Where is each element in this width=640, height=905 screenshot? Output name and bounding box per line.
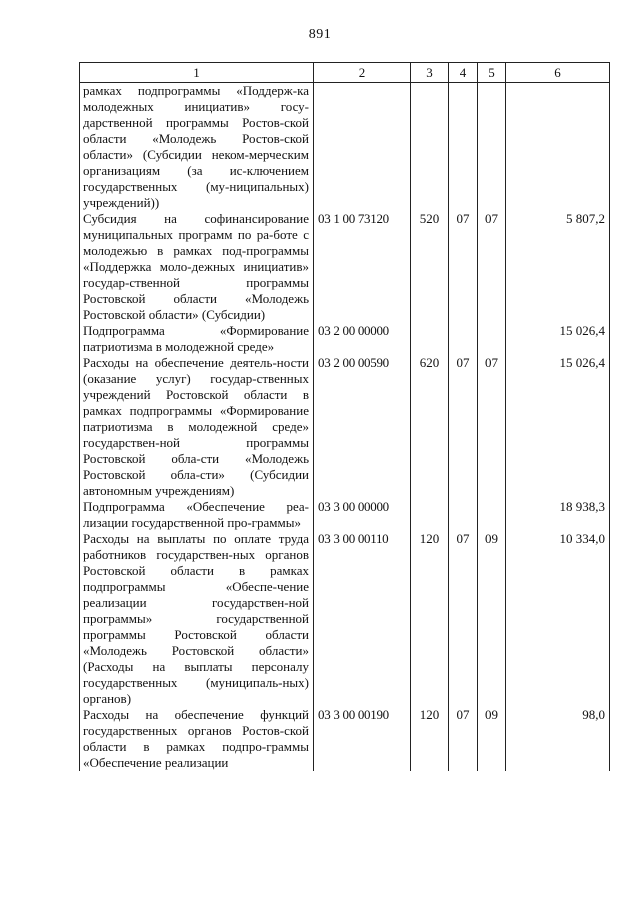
row-description: рамках подпрограммы «Поддерж-ка молодежных инициатив» госу-дарственной программы Ростов-ской области «Молодежь Ростов-ской области» (Субсидии неком-мерческим организациям (за ис-ключением государственных (му-ниципальных) учреждений))	[80, 83, 314, 212]
row-description: Подпрограмма «Обеспечение реа-лизации государственной про-граммы»	[80, 499, 314, 531]
row-col4	[449, 323, 478, 355]
row-amount: 15 026,4	[506, 355, 610, 499]
row-description: Расходы на обеспечение деятель-ности (оказание услуг) государ-ственных учреждений Ростовской области в рамках подпрограммы «Формирование патриотизма в молодежной среде» государствен-ной программы Ростовской обла-сти «Молодежь Ростовской обла-сти» (Субсидии автономным учреждениям)	[80, 355, 314, 499]
table-row	[80, 707, 610, 771]
row-col5: 07	[478, 355, 506, 499]
row-code: 03 2 00 00000	[314, 323, 411, 355]
row-code: 03 3 00 00000	[314, 499, 411, 531]
row-col5: 07	[478, 211, 506, 323]
row-code: 03 3 00 00110	[314, 531, 411, 707]
table-row	[80, 499, 610, 531]
row-col3	[411, 83, 449, 212]
row-code: 03 3 00 00190	[314, 707, 411, 771]
row-col5	[478, 323, 506, 355]
row-description: Расходы на выплаты по оплате труда работников государствен-ных органов Ростовской области в рамках подпрограммы «Обеспе-чение реализации государствен-ной программы» государственной программы Ростовской области «Молодежь Ростовской области» (Расходы на выплаты персоналу государственных (муниципаль-ных) органов)	[80, 531, 314, 707]
row-col3: 620	[411, 355, 449, 499]
row-col5: 09	[478, 707, 506, 771]
row-col4	[449, 83, 478, 212]
row-amount: 15 026,4	[506, 323, 610, 355]
row-amount: 18 938,3	[506, 499, 610, 531]
row-code	[314, 83, 411, 212]
row-col4: 07	[449, 355, 478, 499]
row-code: 03 1 00 73120	[314, 211, 411, 323]
row-amount: 10 334,0	[506, 531, 610, 707]
table-row	[80, 323, 610, 355]
budget-table	[79, 62, 610, 771]
table-row	[80, 211, 610, 323]
row-amount: 98,0	[506, 707, 610, 771]
table-row	[80, 531, 610, 707]
row-col5	[478, 499, 506, 531]
row-amount	[506, 83, 610, 212]
column-header: 1	[80, 63, 314, 83]
row-description: Субсидия на софинансирование муниципальных программ по ра-боте с молодежью в рамках под-программы «Поддержка моло-дежных инициатив» государ-ственной программы Ростовской области «Молодежь Ростовской области» (Субсидии)	[80, 211, 314, 323]
row-col4	[449, 499, 478, 531]
row-col4: 07	[449, 531, 478, 707]
row-col3	[411, 499, 449, 531]
row-col3: 520	[411, 211, 449, 323]
row-col4: 07	[449, 707, 478, 771]
header-row	[80, 63, 610, 83]
column-header: 5	[478, 63, 506, 83]
column-header: 3	[411, 63, 449, 83]
column-header: 2	[314, 63, 411, 83]
page-number: 891	[308, 27, 332, 42]
table-row	[80, 355, 610, 499]
row-code: 03 2 00 00590	[314, 355, 411, 499]
row-col3: 120	[411, 531, 449, 707]
row-col5	[478, 83, 506, 212]
row-col3: 120	[411, 707, 449, 771]
table-row	[80, 83, 610, 212]
row-description: Расходы на обеспечение функций государственных органов Ростов-ской области в рамках подпро-граммы «Обеспечение реализации	[80, 707, 314, 771]
column-header: 4	[449, 63, 478, 83]
column-header: 6	[506, 63, 610, 83]
row-col4: 07	[449, 211, 478, 323]
row-amount: 5 807,2	[506, 211, 610, 323]
row-description: Подпрограмма «Формирование патриотизма в молодежной среде»	[80, 323, 314, 355]
row-col3	[411, 323, 449, 355]
row-col5: 09	[478, 531, 506, 707]
